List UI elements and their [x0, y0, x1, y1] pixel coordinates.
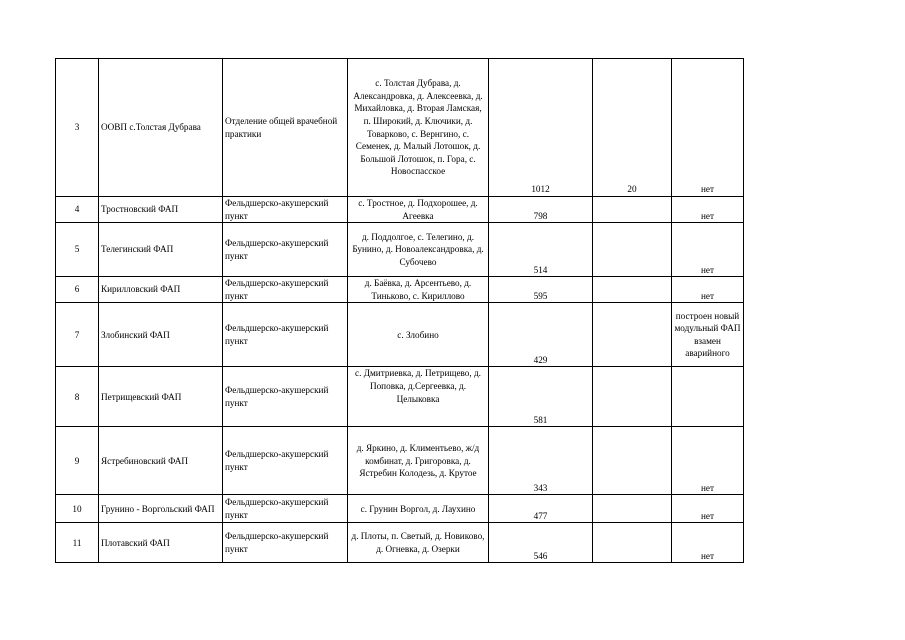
row-number: 7: [56, 303, 99, 367]
facility-name: Тростновский ФАП: [99, 197, 223, 223]
facility-name: Телегинский ФАП: [99, 223, 223, 277]
served-settlements: с. Дмитриевка, д. Петрищево, д. Поповка, д.Сергеевка, д. Целыковка: [348, 367, 489, 427]
row-number: 9: [56, 427, 99, 495]
population-count: 429: [489, 303, 593, 367]
facility-name: Плотавский ФАП: [99, 523, 223, 563]
note: [672, 367, 744, 427]
facility-name: Ястребиновский ФАП: [99, 427, 223, 495]
table-row: [56, 223, 744, 277]
served-settlements: д. Баёвка, д. Арсентьево, д. Тиньково, с. Кириллово: [348, 277, 489, 303]
table-row: [56, 427, 744, 495]
facility-type: Фельдшерско-акушерский пункт: [223, 303, 348, 367]
note: нет: [672, 427, 744, 495]
extra-value: [593, 197, 672, 223]
table-row: [56, 367, 744, 427]
note: нет: [672, 495, 744, 523]
row-number: 3: [56, 59, 99, 197]
row-number: 4: [56, 197, 99, 223]
population-count: 546: [489, 523, 593, 563]
row-number: 6: [56, 277, 99, 303]
facility-name: Кирилловский ФАП: [99, 277, 223, 303]
table-row: [56, 197, 744, 223]
served-settlements: д. Яркино, д. Климентьево, ж/д комбинат, д. Григоровка, д. Ястребин Колодезь, д. Крутое: [348, 427, 489, 495]
facility-type: Фельдшерско-акушерский пункт: [223, 277, 348, 303]
facility-name: ООВП с.Толстая Дубрава: [99, 59, 223, 197]
note: нет: [672, 523, 744, 563]
facility-type: Фельдшерско-акушерский пункт: [223, 223, 348, 277]
extra-value: [593, 303, 672, 367]
extra-value: [593, 495, 672, 523]
extra-value: [593, 523, 672, 563]
population-count: 514: [489, 223, 593, 277]
served-settlements: с. Толстая Дубрава, д. Александровка, д. Алексеевка, д. Михайловка, д. Вторая Ламская, п. Широкий, д. Ключики, д. Товарково, с. Вернгино, с. Семенек, д. Малый Лотошок, д. Большой Лотошок, п. Гора, с. Новоспасское: [348, 59, 489, 197]
extra-value: 20: [593, 59, 672, 197]
facility-type: Фельдшерско-акушерский пункт: [223, 427, 348, 495]
row-number: 8: [56, 367, 99, 427]
extra-value: [593, 427, 672, 495]
served-settlements: с. Грунин Воргол, д. Лаухино: [348, 495, 489, 523]
table-row: [56, 277, 744, 303]
table-row: [56, 495, 744, 523]
served-settlements: д. Плоты, п. Светый, д. Новиково, д. Огневка, д. Озерки: [348, 523, 489, 563]
row-number: 11: [56, 523, 99, 563]
population-count: 343: [489, 427, 593, 495]
note: построен новый модульный ФАП взамен аварийного: [672, 303, 744, 367]
facilities-table: [55, 58, 744, 563]
table-row: [56, 303, 744, 367]
served-settlements: д. Поддолгое, с. Телегино, д. Бунино, д. Новоалександровка, д. Субочево: [348, 223, 489, 277]
facility-name: Грунино - Воргольский ФАП: [99, 495, 223, 523]
facility-type: Отделение общей врачебной практики: [223, 59, 348, 197]
extra-value: [593, 223, 672, 277]
served-settlements: с. Тростное, д. Подхорошее, д. Агеевка: [348, 197, 489, 223]
facility-type: Фельдшерско-акушерский пункт: [223, 197, 348, 223]
served-settlements: с. Злобино: [348, 303, 489, 367]
table-row: [56, 59, 744, 197]
population-count: 595: [489, 277, 593, 303]
population-count: 477: [489, 495, 593, 523]
note: нет: [672, 277, 744, 303]
facility-type: Фельдшерско-акушерский пункт: [223, 495, 348, 523]
extra-value: [593, 367, 672, 427]
table-row: [56, 523, 744, 563]
population-count: 798: [489, 197, 593, 223]
facility-name: Злобинский ФАП: [99, 303, 223, 367]
note: нет: [672, 223, 744, 277]
note: нет: [672, 197, 744, 223]
extra-value: [593, 277, 672, 303]
population-count: 1012: [489, 59, 593, 197]
row-number: 5: [56, 223, 99, 277]
population-count: 581: [489, 367, 593, 427]
row-number: 10: [56, 495, 99, 523]
facility-type: Фельдшерско-акушерский пункт: [223, 523, 348, 563]
note: нет: [672, 59, 744, 197]
facility-type: Фельдшерско-акушерский пункт: [223, 367, 348, 427]
facility-name: Петрищевский ФАП: [99, 367, 223, 427]
